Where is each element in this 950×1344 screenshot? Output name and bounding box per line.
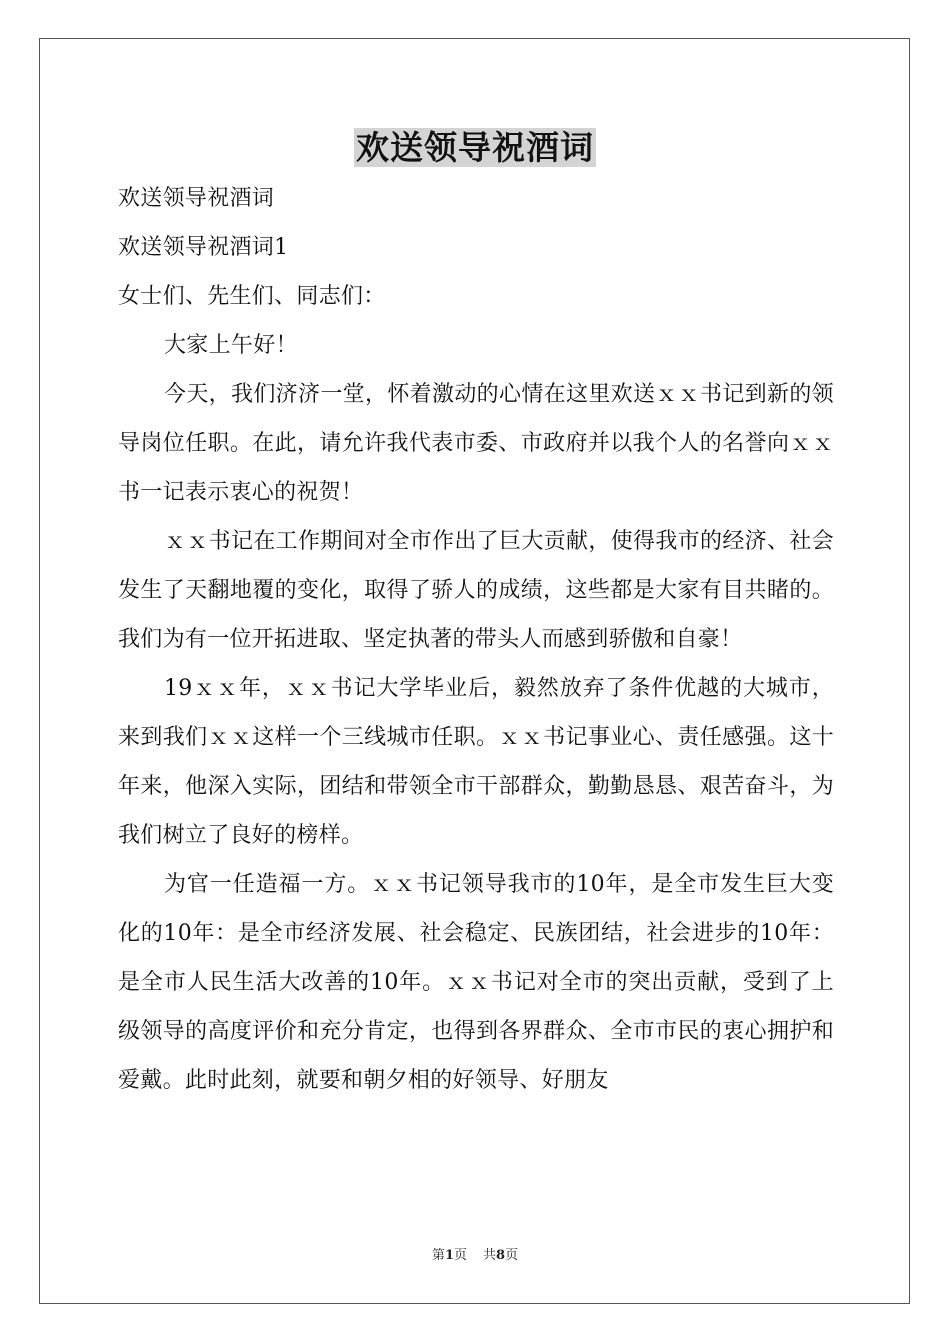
page-footer xyxy=(0,1247,950,1265)
total-label-prefix: 共 xyxy=(483,1248,497,1263)
paragraph-salutation: 女士们、先生们、同志们： xyxy=(118,284,386,309)
paragraph-greeting: 大家上午好！ xyxy=(164,333,298,358)
paragraph-body: 19ｘｘ年，ｘｘ书记大学毕业后，毅然放弃了条件优越的大城市，来到我们ｘｘ这样一个三线城市任职。ｘｘ书记事业心、责任感强。这十年来，他深入实际，团结和带领全市干部群众，勤勤恳恳、艰苦奋斗，为我们树立了良好的榜样。 xyxy=(118,676,834,848)
page-current: 1 xyxy=(444,1248,454,1263)
paragraph-subtitle: 欢送领导祝酒词 xyxy=(118,186,275,211)
page-total: 8 xyxy=(496,1248,506,1263)
page-label-suffix: 页 xyxy=(453,1248,467,1263)
page-label-prefix: 第 xyxy=(431,1248,445,1263)
paragraph-body: 为官一任造福一方。ｘｘ书记领导我市的10年，是全市发生巨大变化的10年：是全市经济发展、社会稳定、民族团结，社会进步的10年：是全市人民生活大改善的10年。ｘｘ书记对全市的突出贡献，受到了上级领导的高度评价和充分肯定，也得到各界群众、全市市民的衷心拥护和爱戴。此时此刻，就要和朝夕相的好领导、好朋友 xyxy=(118,872,834,1093)
document-title-text: 欢送领导祝酒词 xyxy=(356,128,594,167)
total-label-suffix: 页 xyxy=(505,1248,519,1263)
document-body xyxy=(118,174,834,1105)
paragraph-body: 今天，我们济济一堂，怀着激动的心情在这里欢送ｘｘ书记到新的领导岗位任职。在此，请允许我代表市委、市政府并以我个人的名誉向ｘｘ书一记表示衷心的祝贺！ xyxy=(118,382,834,505)
document-title xyxy=(0,126,950,170)
paragraph-body: ｘｘ书记在工作期间对全市作出了巨大贡献，使得我市的经济、社会发生了天翻地覆的变化，取得了骄人的成绩，这些都是大家有目共睹的。我们为有一位开拓进取、坚定执著的带头人而感到骄傲和自豪！ xyxy=(118,529,834,652)
paragraph-heading: 欢送领导祝酒词1 xyxy=(118,235,289,260)
